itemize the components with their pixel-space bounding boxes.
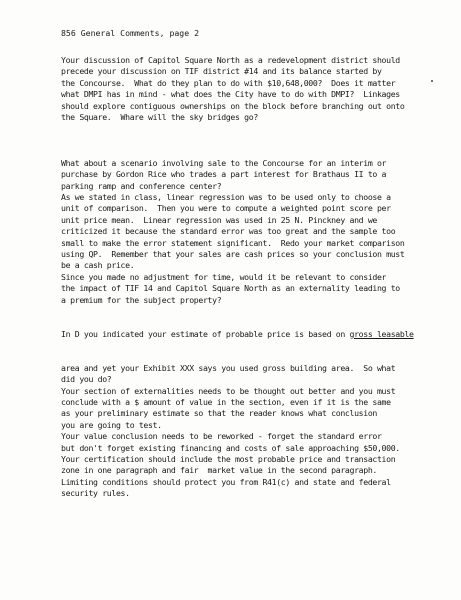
underline-line-start: In D you indicated your estimate of probable price is based on <box>61 328 350 339</box>
text-line: Your discussion of Capitol Square North as a redevelopment district should <box>61 55 400 65</box>
text-line: purchase by Gordon Rice who trades a part interest for Brathaus II to a <box>61 169 387 180</box>
text-line: zone in one paragraph and fair market value in the second paragraph. <box>61 465 377 476</box>
text-line: Your certification should include the most probable price and transaction <box>61 454 396 465</box>
text-line: security rules. <box>61 488 130 499</box>
text-line: be a cash price. <box>61 260 135 271</box>
text-line: but don't forget existing financing and costs of sale approaching $50,000. <box>61 442 400 453</box>
text-line: Your section of externalities needs to be thought out better and you must <box>61 385 396 396</box>
text-line: conclude with a $ amount of value in the section, even if it is the same <box>61 397 391 408</box>
underlined-phrase: gross leasable <box>349 328 414 339</box>
text-line: parking ramp and conference center? <box>61 180 222 191</box>
text-line: What about a scenario involving sale to the Concourse for an interim or <box>61 157 387 168</box>
text-line: as your preliminary estimate so that the reader knows what conclusion <box>61 408 377 419</box>
text-line: area and yet your Exhibit XXX says you used gross building area. So what <box>61 362 396 373</box>
text-line: should explore contiguous ownerships on the block before branching out onto <box>61 100 405 111</box>
paragraph-comments <box>61 135 414 522</box>
stray-mark <box>431 80 433 82</box>
text-line: a premium for the subject property? <box>61 294 222 305</box>
paragraph-capitol-square <box>61 55 404 123</box>
text-line: Since you made no adjustment for time, would it be relevant to consider <box>61 271 387 282</box>
text-line: Limiting conditions should protect you from R41(c) and state and federal <box>61 476 391 487</box>
text-line: precede your discussion on TIF district #14 and its balance started by <box>61 66 382 77</box>
comments-part-2 <box>61 363 414 500</box>
text-line: using QP. Remember that your sales are cash prices so your conclusion must <box>61 248 405 259</box>
page-header: 856 General Comments, page 2 <box>61 28 200 38</box>
text-line: criticized it because the standard error was too great and the sample too <box>61 226 396 237</box>
text-line: you are going to test. <box>61 419 162 430</box>
text-line: unit of comparison. Then you were to compute a weighted point score per <box>61 203 391 214</box>
text-line: did you do? <box>61 374 112 385</box>
text-line: small to make the error statement significant. Redo your market comparison <box>61 237 405 248</box>
text-line: the Concourse. What do they plan to do with $10,648,000? Does it matter <box>61 77 396 88</box>
text-line: the impact of TIF 14 and Capitol Square North as an externality leading to <box>61 283 400 294</box>
comments-part-1 <box>61 158 414 306</box>
text-line: the Square. Whare will the sky bridges go? <box>61 111 258 122</box>
text-line: what DMPI has in mind - what does the City have to do with DMPI? Linkages <box>61 89 400 100</box>
text-line: unit price mean. Linear regression was used in 25 N. Pinckney and we <box>61 214 377 225</box>
text-line: As we stated in class, linear regression was to be used only to choose a <box>61 191 391 202</box>
underline-line <box>61 329 414 340</box>
text-line: Your value conclusion needs to be reworked - forget the standard error <box>61 431 382 442</box>
